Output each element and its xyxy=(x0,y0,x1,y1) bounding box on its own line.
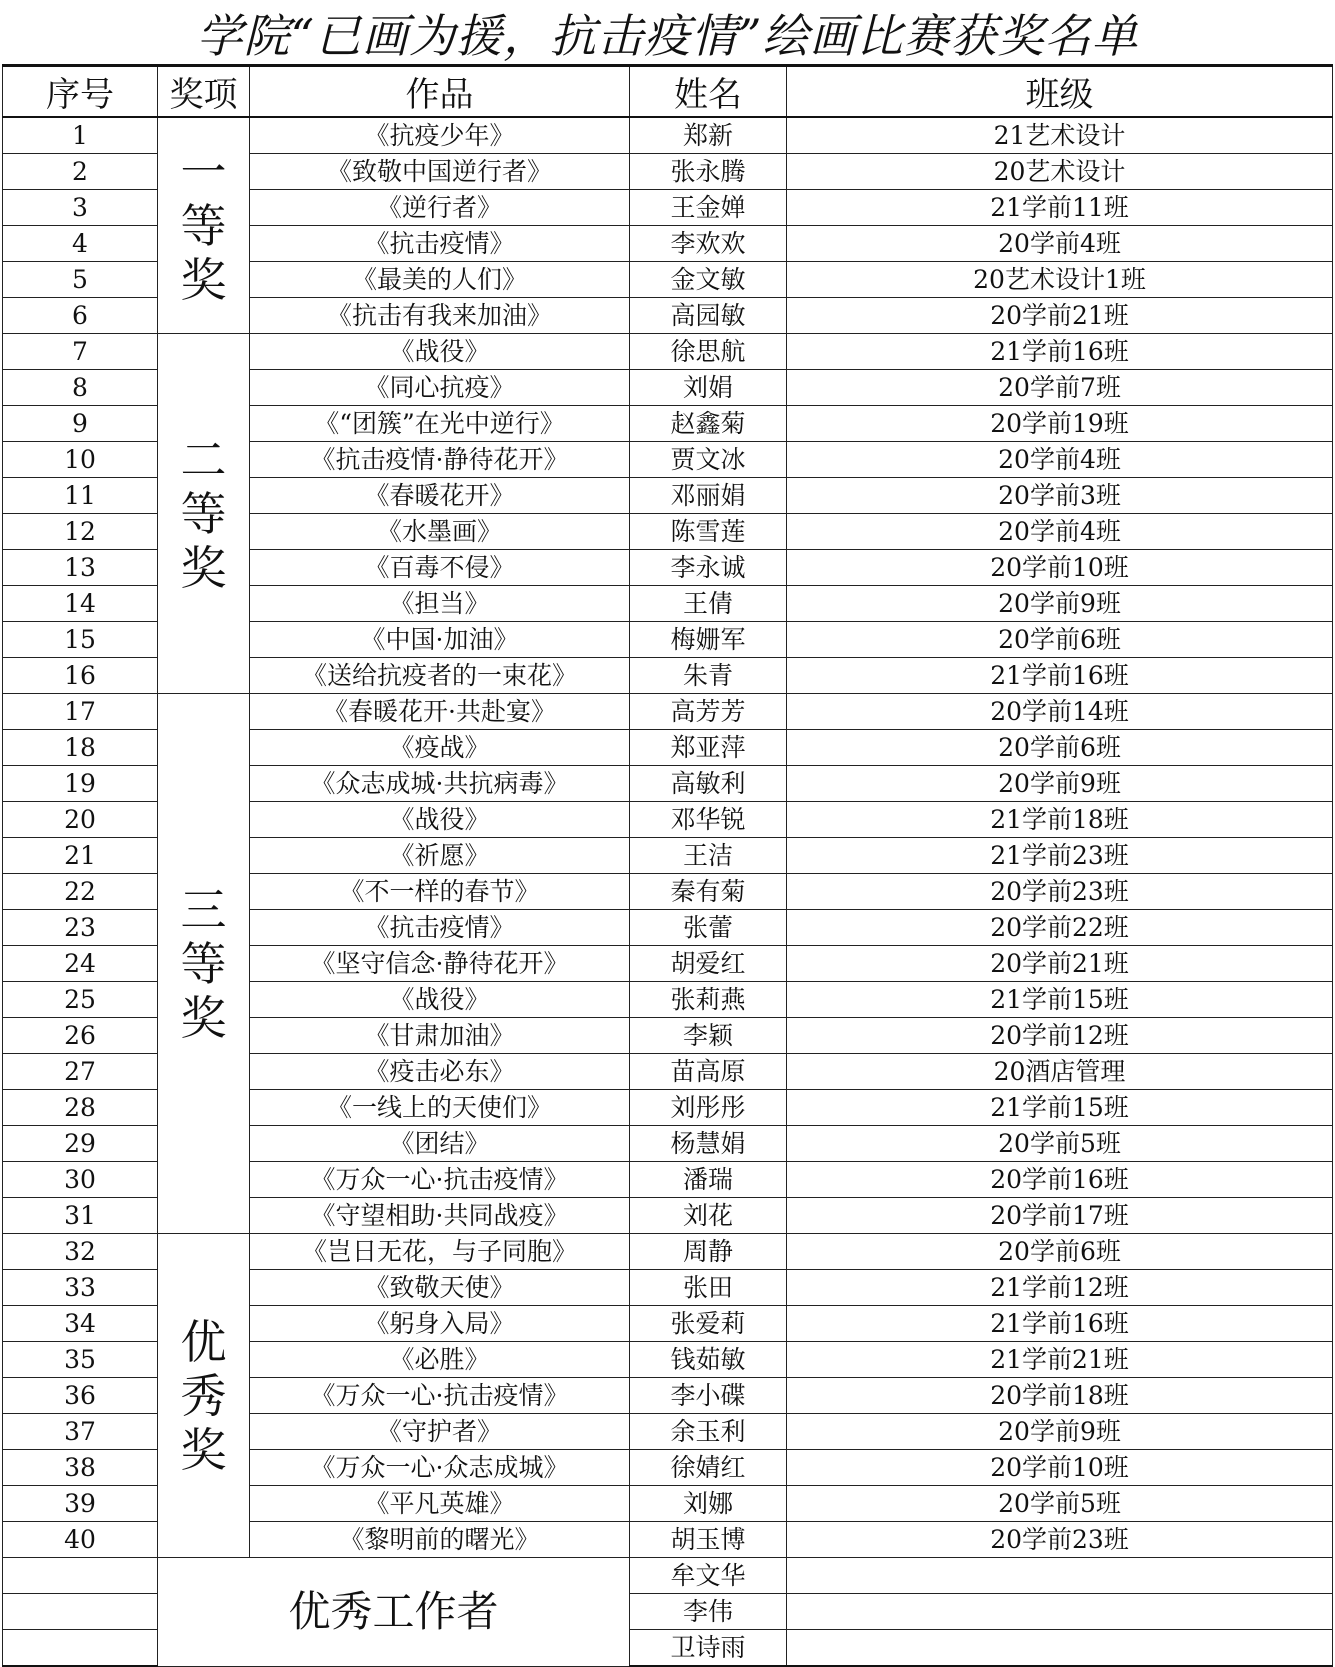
entry-work: 《战役》 xyxy=(250,982,630,1018)
entry-name: 贾文冰 xyxy=(630,442,787,478)
entry-index: 16 xyxy=(3,658,158,694)
award-group-label xyxy=(158,694,250,1234)
entry-index: 20 xyxy=(3,802,158,838)
staff-class-empty xyxy=(787,1630,1333,1667)
entry-class: 20学前4班 xyxy=(787,514,1333,550)
entry-class: 20学前22班 xyxy=(787,910,1333,946)
entry-class: 21艺术设计 xyxy=(787,117,1333,154)
entry-class: 20学前4班 xyxy=(787,442,1333,478)
entry-name: 胡玉博 xyxy=(630,1522,787,1558)
entry-index: 9 xyxy=(3,406,158,442)
entry-work: 《一线上的天使们》 xyxy=(250,1090,630,1126)
entry-index: 13 xyxy=(3,550,158,586)
entry-name: 金文敏 xyxy=(630,262,787,298)
entry-work: 《众志成城·共抗病毒》 xyxy=(250,766,630,802)
entry-index: 2 xyxy=(3,154,158,190)
entry-class: 20学前7班 xyxy=(787,370,1333,406)
award-group-label xyxy=(158,1234,250,1558)
entry-index: 21 xyxy=(3,838,158,874)
header-index: 序号 xyxy=(3,66,158,118)
entry-class: 20学前23班 xyxy=(787,874,1333,910)
entry-work: 《守望相助·共同战疫》 xyxy=(250,1198,630,1234)
entry-work: 《团结》 xyxy=(250,1126,630,1162)
entry-class: 20学前10班 xyxy=(787,1450,1333,1486)
entry-name: 刘花 xyxy=(630,1198,787,1234)
entry-name: 杨慧娟 xyxy=(630,1126,787,1162)
header-work: 作品 xyxy=(250,66,630,118)
entry-name: 邓华锐 xyxy=(630,802,787,838)
entry-index: 3 xyxy=(3,190,158,226)
entry-class: 20学前5班 xyxy=(787,1126,1333,1162)
staff-index-empty xyxy=(3,1558,158,1594)
entry-class: 20学前10班 xyxy=(787,550,1333,586)
entry-class: 21学前12班 xyxy=(787,1270,1333,1306)
entry-name: 陈雪莲 xyxy=(630,514,787,550)
entry-work: 《抗击疫情·静待花开》 xyxy=(250,442,630,478)
entry-index: 4 xyxy=(3,226,158,262)
entry-name: 高敏利 xyxy=(630,766,787,802)
entry-work: 《抗击有我来加油》 xyxy=(250,298,630,334)
entry-index: 37 xyxy=(3,1414,158,1450)
entry-name: 张莉燕 xyxy=(630,982,787,1018)
header-name: 姓名 xyxy=(630,66,787,118)
entry-class: 20学前9班 xyxy=(787,586,1333,622)
entry-work: 《最美的人们》 xyxy=(250,262,630,298)
entry-class: 20学前4班 xyxy=(787,226,1333,262)
entry-class: 20学前9班 xyxy=(787,766,1333,802)
entry-name: 郑亚萍 xyxy=(630,730,787,766)
entry-index: 1 xyxy=(3,117,158,154)
entry-class: 20学前21班 xyxy=(787,298,1333,334)
entry-index: 35 xyxy=(3,1342,158,1378)
entry-class: 20艺术设计 xyxy=(787,154,1333,190)
entry-class: 20学前6班 xyxy=(787,730,1333,766)
entry-index: 40 xyxy=(3,1522,158,1558)
entry-class: 21学前11班 xyxy=(787,190,1333,226)
entry-index: 8 xyxy=(3,370,158,406)
award-label-char: 等 xyxy=(180,936,227,991)
award-label-char: 奖 xyxy=(180,252,227,307)
staff-label: 优秀工作者 xyxy=(158,1558,630,1667)
entry-name: 张永腾 xyxy=(630,154,787,190)
award-label-char: 等 xyxy=(180,486,227,541)
entry-index: 26 xyxy=(3,1018,158,1054)
entry-work: 《“团簇”在光中逆行》 xyxy=(250,406,630,442)
entry-class: 20学前9班 xyxy=(787,1414,1333,1450)
entry-name: 苗高原 xyxy=(630,1054,787,1090)
entry-name: 余玉利 xyxy=(630,1414,787,1450)
entry-class: 20学前3班 xyxy=(787,478,1333,514)
entry-work: 《百毒不侵》 xyxy=(250,550,630,586)
entry-index: 39 xyxy=(3,1486,158,1522)
entry-name: 周静 xyxy=(630,1234,787,1270)
entry-work: 《岂日无花，与子同胞》 xyxy=(250,1234,630,1270)
entry-class: 21学前15班 xyxy=(787,982,1333,1018)
table-body xyxy=(3,117,1333,1666)
entry-work: 《必胜》 xyxy=(250,1342,630,1378)
entry-name: 秦有菊 xyxy=(630,874,787,910)
entry-work: 《担当》 xyxy=(250,586,630,622)
entry-class: 21学前23班 xyxy=(787,838,1333,874)
award-table xyxy=(2,64,1333,1667)
entry-work: 《春暖花开·共赴宴》 xyxy=(250,694,630,730)
entry-name: 徐婧红 xyxy=(630,1450,787,1486)
entry-index: 24 xyxy=(3,946,158,982)
entry-index: 23 xyxy=(3,910,158,946)
entry-class: 20学前14班 xyxy=(787,694,1333,730)
entry-index: 33 xyxy=(3,1270,158,1306)
entry-index: 27 xyxy=(3,1054,158,1090)
entry-name: 张爱莉 xyxy=(630,1306,787,1342)
entry-work: 《战役》 xyxy=(250,802,630,838)
entry-class: 21学前21班 xyxy=(787,1342,1333,1378)
entry-name: 赵鑫菊 xyxy=(630,406,787,442)
entry-class: 20学前23班 xyxy=(787,1522,1333,1558)
entry-work: 《送给抗疫者的一束花》 xyxy=(250,658,630,694)
entry-work: 《致敬天使》 xyxy=(250,1270,630,1306)
entry-class: 20学前5班 xyxy=(787,1486,1333,1522)
staff-index-empty xyxy=(3,1630,158,1667)
entry-index: 36 xyxy=(3,1378,158,1414)
entry-name: 高芳芳 xyxy=(630,694,787,730)
header-row xyxy=(3,66,1333,118)
staff-row xyxy=(3,1558,1333,1594)
table-row xyxy=(3,1234,1333,1270)
award-label-char: 三 xyxy=(180,882,227,937)
entry-class: 20酒店管理 xyxy=(787,1054,1333,1090)
entry-work: 《中国·加油》 xyxy=(250,622,630,658)
page-title: 学院“已画为援，抗击疫情”绘画比赛获奖名单 xyxy=(196,9,1139,63)
entry-index: 28 xyxy=(3,1090,158,1126)
entry-work: 《甘肃加油》 xyxy=(250,1018,630,1054)
entry-class: 20学前19班 xyxy=(787,406,1333,442)
entry-name: 徐思航 xyxy=(630,334,787,370)
entry-work: 《同心抗疫》 xyxy=(250,370,630,406)
entry-name: 梅姗军 xyxy=(630,622,787,658)
entry-name: 潘瑞 xyxy=(630,1162,787,1198)
entry-class: 20学前16班 xyxy=(787,1162,1333,1198)
entry-work: 《祈愿》 xyxy=(250,838,630,874)
entry-name: 胡爱红 xyxy=(630,946,787,982)
entry-name: 钱茹敏 xyxy=(630,1342,787,1378)
staff-name: 牟文华 xyxy=(630,1558,787,1594)
entry-index: 32 xyxy=(3,1234,158,1270)
entry-name: 李小碟 xyxy=(630,1378,787,1414)
staff-name: 李伟 xyxy=(630,1594,787,1630)
entry-name: 朱青 xyxy=(630,658,787,694)
entry-work: 《黎明前的曙光》 xyxy=(250,1522,630,1558)
entry-work: 《疫击必东》 xyxy=(250,1054,630,1090)
staff-name: 卫诗雨 xyxy=(630,1630,787,1667)
entry-name: 王洁 xyxy=(630,838,787,874)
staff-class-empty xyxy=(787,1594,1333,1630)
entry-work: 《抗击疫情》 xyxy=(250,226,630,262)
entry-name: 刘彤彤 xyxy=(630,1090,787,1126)
entry-index: 22 xyxy=(3,874,158,910)
table-row xyxy=(3,117,1333,154)
entry-work: 《春暖花开》 xyxy=(250,478,630,514)
entry-work: 《水墨画》 xyxy=(250,514,630,550)
entry-class: 20学前12班 xyxy=(787,1018,1333,1054)
entry-class: 21学前16班 xyxy=(787,1306,1333,1342)
award-label-char: 等 xyxy=(180,198,227,253)
entry-work: 《平凡英雄》 xyxy=(250,1486,630,1522)
entry-index: 29 xyxy=(3,1126,158,1162)
entry-name: 刘娜 xyxy=(630,1486,787,1522)
entry-class: 21学前16班 xyxy=(787,658,1333,694)
entry-index: 11 xyxy=(3,478,158,514)
entry-name: 李永诚 xyxy=(630,550,787,586)
entry-index: 6 xyxy=(3,298,158,334)
entry-index: 7 xyxy=(3,334,158,370)
header-award: 奖项 xyxy=(158,66,250,118)
entry-work: 《躬身入局》 xyxy=(250,1306,630,1342)
entry-work: 《坚守信念·静待花开》 xyxy=(250,946,630,982)
award-label-char: 二 xyxy=(180,432,227,487)
entry-index: 10 xyxy=(3,442,158,478)
staff-class-empty xyxy=(787,1558,1333,1594)
entry-class: 20学前18班 xyxy=(787,1378,1333,1414)
table-row xyxy=(3,694,1333,730)
staff-index-empty xyxy=(3,1594,158,1630)
entry-name: 郑新 xyxy=(630,117,787,154)
entry-work: 《万众一心·众志成城》 xyxy=(250,1450,630,1486)
header-class: 班级 xyxy=(787,66,1333,118)
entry-index: 12 xyxy=(3,514,158,550)
award-group-label xyxy=(158,334,250,694)
entry-work: 《疫战》 xyxy=(250,730,630,766)
award-label-char: 一 xyxy=(180,144,227,199)
entry-work: 《逆行者》 xyxy=(250,190,630,226)
award-group-label xyxy=(158,117,250,334)
entry-class: 20学前6班 xyxy=(787,622,1333,658)
award-label-char: 优 xyxy=(180,1314,227,1369)
entry-index: 30 xyxy=(3,1162,158,1198)
table-row xyxy=(3,334,1333,370)
entry-class: 20学前17班 xyxy=(787,1198,1333,1234)
entry-work: 《不一样的春节》 xyxy=(250,874,630,910)
entry-name: 张田 xyxy=(630,1270,787,1306)
entry-class: 20艺术设计1班 xyxy=(787,262,1333,298)
entry-index: 15 xyxy=(3,622,158,658)
entry-name: 王金婵 xyxy=(630,190,787,226)
entry-name: 刘娟 xyxy=(630,370,787,406)
entry-work: 《守护者》 xyxy=(250,1414,630,1450)
entry-class: 21学前18班 xyxy=(787,802,1333,838)
entry-name: 高园敏 xyxy=(630,298,787,334)
table-header xyxy=(3,66,1333,118)
entry-index: 38 xyxy=(3,1450,158,1486)
entry-index: 31 xyxy=(3,1198,158,1234)
entry-class: 20学前6班 xyxy=(787,1234,1333,1270)
award-label-char: 奖 xyxy=(180,1422,227,1477)
entry-work: 《万众一心·抗击疫情》 xyxy=(250,1378,630,1414)
entry-name: 张蕾 xyxy=(630,910,787,946)
award-label-char: 奖 xyxy=(180,990,227,1045)
entry-work: 《万众一心·抗击疫情》 xyxy=(250,1162,630,1198)
entry-name: 李欢欢 xyxy=(630,226,787,262)
award-label-char: 秀 xyxy=(180,1368,227,1423)
entry-work: 《抗疫少年》 xyxy=(250,117,630,154)
entry-index: 34 xyxy=(3,1306,158,1342)
entry-name: 邓丽娟 xyxy=(630,478,787,514)
entry-index: 25 xyxy=(3,982,158,1018)
entry-work: 《战役》 xyxy=(250,334,630,370)
entry-class: 21学前15班 xyxy=(787,1090,1333,1126)
entry-index: 5 xyxy=(3,262,158,298)
entry-index: 14 xyxy=(3,586,158,622)
entry-class: 21学前16班 xyxy=(787,334,1333,370)
entry-class: 20学前21班 xyxy=(787,946,1333,982)
award-label-char: 奖 xyxy=(180,540,227,595)
entry-work: 《抗击疫情》 xyxy=(250,910,630,946)
entry-name: 李颖 xyxy=(630,1018,787,1054)
entry-index: 17 xyxy=(3,694,158,730)
entry-name: 王倩 xyxy=(630,586,787,622)
entry-index: 18 xyxy=(3,730,158,766)
entry-work: 《致敬中国逆行者》 xyxy=(250,154,630,190)
entry-index: 19 xyxy=(3,766,158,802)
